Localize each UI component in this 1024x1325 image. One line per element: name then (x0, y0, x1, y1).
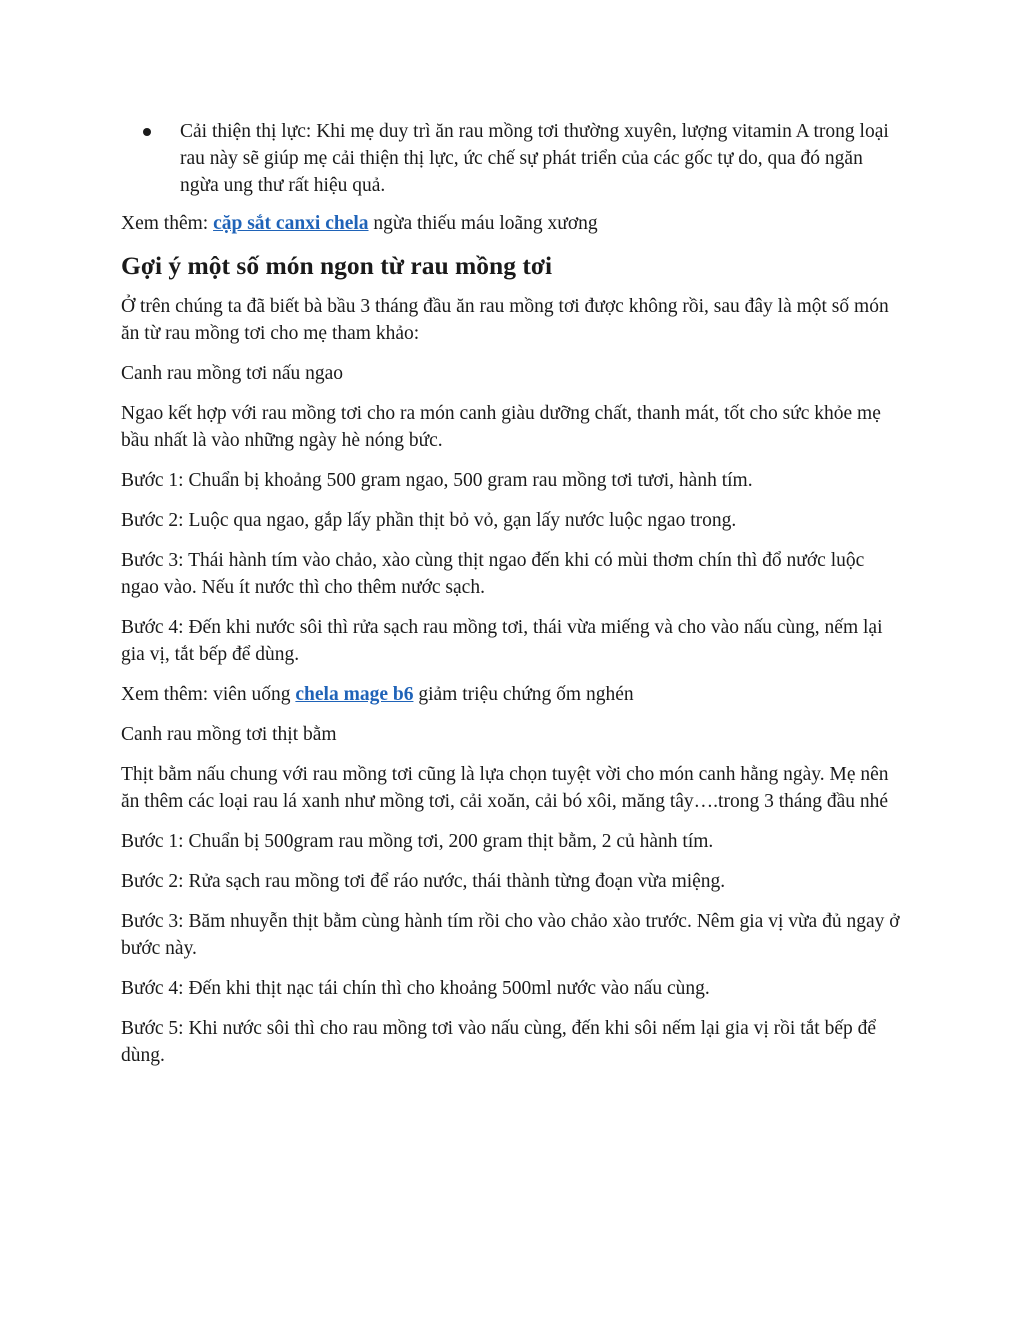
see-also-paragraph-2 (121, 681, 905, 708)
bullet-item (121, 118, 905, 199)
see-also-prefix-2: Xem thêm: viên uống (121, 684, 296, 705)
chela-calcium-link[interactable]: cặp sắt canxi chela (213, 213, 369, 234)
recipe2-step5: Bước 5: Khi nước sôi thì cho rau mồng tơi vào nấu cùng, đến khi sôi nếm lại gia vị rồi tắt bếp để dùng. (121, 1018, 877, 1066)
recipe2-description: Thịt bằm nấu chung với rau mồng tơi cũng là lựa chọn tuyệt vời cho món canh hằng ngày. Mẹ nên ăn thêm các loại rau lá xanh như mồng tơi, cải xoăn, cải bó xôi, măng tây….trong 3 tháng đầu nhé (121, 764, 889, 812)
bullet-text: Cải thiện thị lực: Khi mẹ duy trì ăn rau mồng tơi thường xuyên, lượng vitamin A trong loại rau này sẽ giúp mẹ cải thiện thị lực, ức chế sự phát triển của các gốc tự do, qua đó ngăn ngừa ung thư rất hiệu quả. (180, 121, 889, 196)
intro-paragraph: Ở trên chúng ta đã biết bà bầu 3 tháng đầu ăn rau mồng tơi được không rồi, sau đây là một số món ăn từ rau mồng tơi cho mẹ tham khảo: (121, 296, 889, 344)
see-also-prefix: Xem thêm: (121, 213, 214, 234)
recipe2-title: Canh rau mồng tơi thịt bằm (121, 724, 337, 745)
see-also-suffix-2: giảm triệu chứng ốm nghén (413, 684, 634, 705)
document-page (121, 118, 905, 1069)
recipe1-description: Ngao kết hợp với rau mồng tơi cho ra món canh giàu dưỡng chất, thanh mát, tốt cho sức khỏe mẹ bầu nhất là vào những ngày hè nóng bức. (121, 403, 881, 451)
recipe1-step1: Bước 1: Chuẩn bị khoảng 500 gram ngao, 500 gram rau mồng tơi tươi, hành tím. (121, 470, 753, 491)
bullet-dot-icon (143, 128, 151, 136)
section-heading: Gợi ý một số món ngon từ rau mồng tơi (121, 251, 553, 280)
chela-mage-b6-link[interactable]: chela mage b6 (295, 684, 414, 705)
see-also-paragraph (121, 210, 905, 237)
recipe2-step2: Bước 2: Rửa sạch rau mồng tơi để ráo nước, thái thành từng đoạn vừa miệng. (121, 871, 726, 892)
recipe1-step3: Bước 3: Thái hành tím vào chảo, xào cùng thịt ngao đến khi có mùi thơm chín thì đổ nước luộc ngao vào. Nếu ít nước thì cho thêm nước sạch. (121, 550, 865, 598)
recipe2-step1: Bước 1: Chuẩn bị 500gram rau mồng tơi, 200 gram thịt bằm, 2 củ hành tím. (121, 831, 714, 852)
recipe1-step2: Bước 2: Luộc qua ngao, gắp lấy phần thịt bỏ vỏ, gạn lấy nước luộc ngao trong. (121, 510, 737, 531)
bullet-list (121, 118, 905, 199)
see-also-suffix: ngừa thiếu máu loãng xương (368, 213, 598, 234)
recipe1-title: Canh rau mồng tơi nấu ngao (121, 363, 344, 384)
recipe2-step3: Bước 3: Băm nhuyễn thịt bằm cùng hành tím rồi cho vào chảo xào trước. Nêm gia vị vừa đủ ngay ở bước này. (121, 911, 900, 959)
recipe1-step4: Bước 4: Đến khi nước sôi thì rửa sạch rau mồng tơi, thái vừa miếng và cho vào nấu cùng, nếm lại gia vị, tắt bếp để dùng. (121, 617, 883, 665)
recipe2-step4: Bước 4: Đến khi thịt nạc tái chín thì cho khoảng 500ml nước vào nấu cùng. (121, 978, 710, 999)
